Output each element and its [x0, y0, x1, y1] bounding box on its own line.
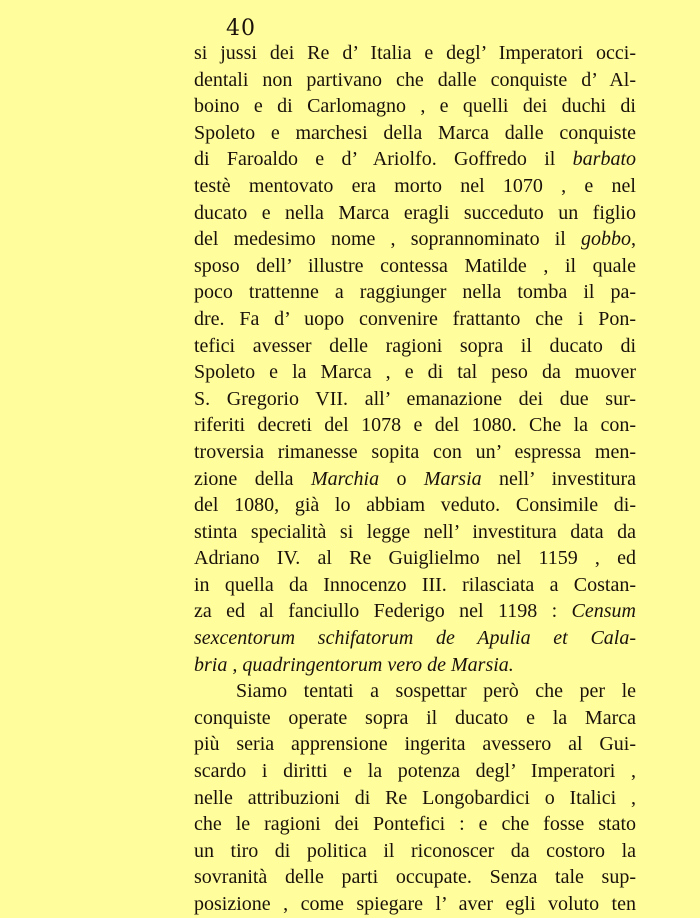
text-run: poco trattenne a raggiunger nella tomba il pa- — [194, 281, 636, 304]
text-run: zione della — [194, 467, 311, 490]
text-run: posizione , come spiegare l’ aver egli voluto ten — [194, 893, 636, 915]
text-run: conquiste operate sopra il ducato e la Marca — [194, 706, 636, 729]
text-run: del 1080, già lo abbiam veduto. Consimile di- — [194, 494, 636, 517]
text-line — [194, 625, 636, 652]
text-run: S. Gregorio VII. all’ emanazione dei due sur- — [194, 387, 636, 410]
text-line — [194, 891, 636, 918]
text-run: troversia rimanesse sopita con un’ espressa men- — [194, 440, 636, 463]
text-line — [194, 758, 636, 785]
text-line — [194, 412, 636, 439]
text-line — [194, 838, 636, 865]
text-run: dentali non partivano che dalle conquiste d’ Al- — [194, 68, 636, 91]
text-run: o — [379, 467, 424, 490]
text-run: boino e di Carlomagno , e quelli dei duchi di — [194, 95, 636, 118]
text-line — [194, 173, 636, 200]
text-run: Adriano IV. al Re Guiglielmo nel 1159 , ed — [194, 547, 636, 570]
text-run: testè mentovato era morto nel 1070 , e nel — [194, 174, 636, 197]
text-run: sposo dell’ illustre contessa Matilde , il quale — [194, 254, 636, 277]
text-line — [194, 333, 636, 360]
text-line — [194, 386, 636, 413]
text-line — [194, 120, 636, 147]
text-line — [194, 492, 636, 519]
text-line — [194, 598, 636, 625]
text-line — [194, 678, 636, 705]
text-line — [194, 811, 636, 838]
text-run: nell’ investitura — [481, 467, 637, 490]
text-line — [194, 864, 636, 891]
text-line — [194, 226, 636, 253]
text-line — [194, 40, 636, 67]
italic-run: Marchia — [310, 467, 380, 490]
text-run: riferiti decreti del 1078 e del 1080. Che la con- — [194, 414, 636, 437]
text-line — [194, 519, 636, 546]
text-line — [194, 67, 636, 94]
text-run: scardo i diritti e la potenza degl’ Imperatori , — [194, 760, 636, 783]
text-line — [194, 652, 636, 679]
text-run: stinta specialità si legge nell’ investitura data da — [194, 520, 636, 543]
italic-run: barbato — [572, 148, 636, 171]
text-run: più seria apprensione ingerita avessero al Gui- — [194, 733, 636, 756]
text-line — [194, 439, 636, 466]
text-run: dre. Fa d’ uopo convenire frattanto che i Pon- — [194, 307, 636, 330]
text-run: del medesimo nome , soprannominato il — [194, 228, 581, 251]
text-line — [194, 705, 636, 732]
text-run: tefici avesser delle ragioni sopra il ducato di — [194, 334, 636, 357]
italic-run: sexcentorum schifatorum de Apulia et Cala- — [194, 627, 636, 650]
italic-run: gobbo — [581, 228, 631, 251]
text-run: si jussi dei Re d’ Italia e degl’ Imperatori occi- — [194, 42, 636, 64]
text-run: Spoleto e la Marca , e di tal peso da muover — [194, 361, 636, 384]
body-text — [194, 40, 636, 918]
text-run: za ed al fanciullo Federigo nel 1198 : — [194, 600, 572, 623]
italic-run: Marsia — [423, 467, 482, 490]
page-number: 40 — [226, 16, 256, 41]
text-run: che le ragioni dei Pontefici : e che fosse stato — [194, 813, 636, 836]
text-run: Siamo tentati a sospettar però che per le — [236, 680, 636, 703]
text-line — [194, 466, 636, 493]
text-line — [194, 253, 636, 280]
text-line — [194, 572, 636, 599]
text-line — [194, 785, 636, 812]
text-run: sovranità delle parti occupate. Senza tale sup- — [194, 866, 636, 889]
text-line — [194, 731, 636, 758]
text-line — [194, 359, 636, 386]
text-run: di Faroaldo e d’ Ariolfo. Goffredo il — [194, 148, 573, 171]
italic-run: Censum — [571, 600, 636, 623]
text-line — [194, 146, 636, 173]
text-line — [194, 279, 636, 306]
text-run: Spoleto e marchesi della Marca dalle conquiste — [194, 121, 636, 144]
text-line — [194, 93, 636, 120]
text-line — [194, 545, 636, 572]
text-run: ducato e nella Marca eragli succeduto un figlio — [194, 201, 636, 224]
text-run: nelle attribuzioni di Re Longobardici o Italici , — [194, 786, 636, 809]
italic-run: bria , quadringentorum vero de Marsia. — [194, 653, 514, 676]
text-run: un tiro di politica il riconoscer da costoro la — [194, 839, 636, 862]
text-line — [194, 200, 636, 227]
text-run: , — [631, 228, 636, 251]
text-line — [194, 306, 636, 333]
text-run: in quella da Innocenzo III. rilasciata a Costan- — [194, 573, 636, 596]
